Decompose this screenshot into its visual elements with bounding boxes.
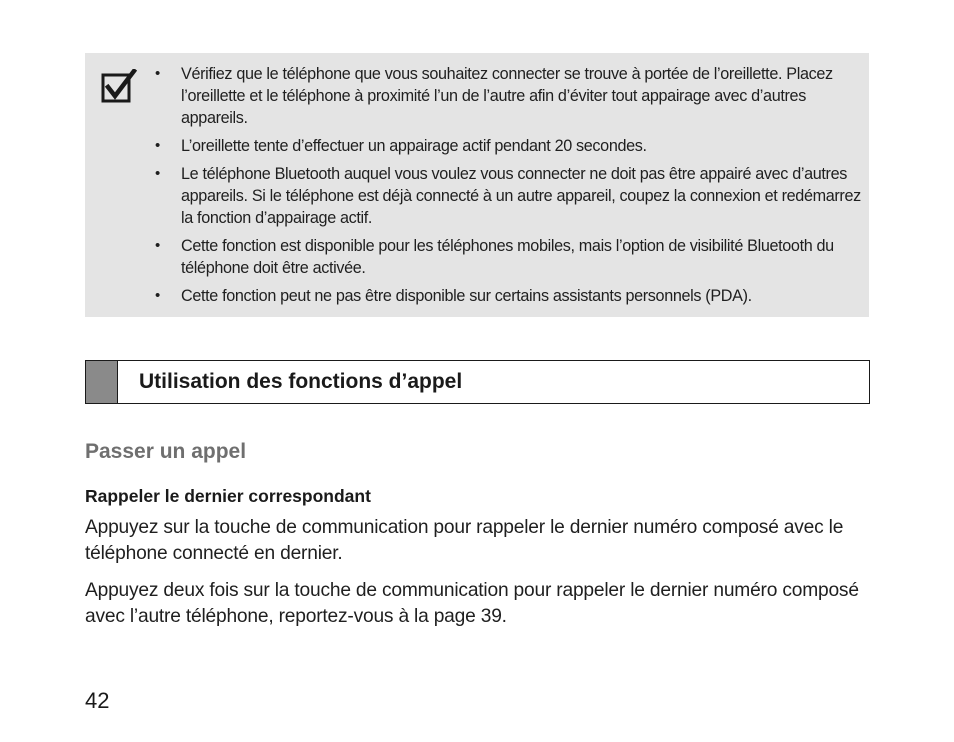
checkbox-checked-icon <box>101 69 137 103</box>
note-item <box>155 285 865 307</box>
subsection-title: Passer un appel <box>85 440 247 463</box>
note-item-text: L’oreillette tente d’effectuer un appairage actif pendant 20 secondes. <box>181 137 647 155</box>
note-item-text: Le téléphone Bluetooth auquel vous voulez vous connecter ne doit pas être appairé avec d’autres appareils. Si le téléphone est déjà connecté à un autre appareil, coupez la connexion et redémarrez la fonction d’appairage actif. <box>181 165 861 227</box>
section-header <box>85 360 870 404</box>
topic-heading: Rappeler le dernier correspondant <box>85 486 371 506</box>
note-item <box>155 235 865 279</box>
note-item-text: Cette fonction peut ne pas être disponible sur certains assistants personnels (PDA). <box>181 287 752 305</box>
bullet: • <box>155 237 160 254</box>
section-tab-marker <box>86 361 118 403</box>
note-item <box>155 63 865 129</box>
bullet: • <box>155 65 160 82</box>
note-item <box>155 163 865 229</box>
bullet: • <box>155 165 160 182</box>
body-paragraph: Appuyez sur la touche de communication pour rappeler le dernier numéro composé avec le téléphone connecté en dernier. <box>85 517 844 564</box>
note-item <box>155 135 865 157</box>
note-item-text: Cette fonction est disponible pour les téléphones mobiles, mais l’option de visibilité Bluetooth du téléphone doit être activée. <box>181 237 834 277</box>
bullet: • <box>155 287 160 304</box>
note-list <box>155 63 865 313</box>
note-item-text: Vérifiez que le téléphone que vous souhaitez connecter se trouve à portée de l’oreillette. Placez l’oreillette et le téléphone à proximité l’un de l’autre afin d’éviter tout appairage avec d’autres appareils. <box>181 65 833 127</box>
body-paragraph: Appuyez deux fois sur la touche de communication pour rappeler le dernier numéro composé avec l’autre téléphone, reportez-vous à la page 39. <box>85 580 859 627</box>
bullet: • <box>155 137 160 154</box>
section-title: Utilisation des fonctions d’appel <box>139 370 463 393</box>
note-box <box>85 53 869 317</box>
page-number: 42 <box>85 688 110 713</box>
